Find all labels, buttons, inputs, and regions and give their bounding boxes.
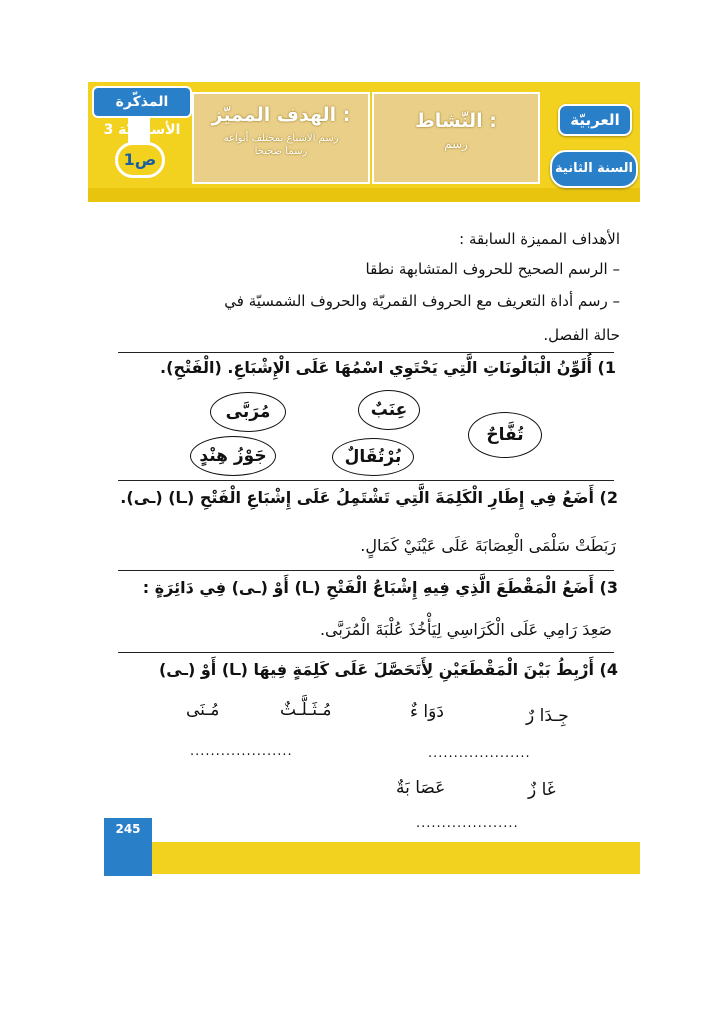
memo-badge: المذكّرة الأساسيّة 3 — [92, 86, 192, 118]
question-1: 1) أُلَوِّنُ الْبَالُونَاتِ الَّتِي يَحْتَوِي اسْمُهَا عَلَى الْإِشْبَاعِ. (الْفَتْحِ). — [160, 358, 616, 377]
activity-title: النّشاط : — [415, 110, 497, 132]
divider-line — [118, 480, 614, 481]
question-3-sentence: صَعِدَ رَامِي عَلَى الْكَرَاسِي لِيَأْخُذَ عُلْبَةَ الْمُرَبَّى. — [319, 620, 612, 639]
answer-dots-left[interactable]: .................... — [190, 744, 293, 759]
activity-value: رسم — [444, 137, 468, 151]
objective-item-1: – الرسم الصحيح للحروف المتشابهة نطقا — [365, 260, 620, 278]
header-band-shadow — [88, 188, 640, 202]
balloon-murabba[interactable] — [210, 392, 286, 432]
answer-dots-right[interactable]: .................... — [428, 746, 531, 761]
syllable-muna[interactable]: مُـنَى — [186, 700, 220, 720]
grade-pill: السنة الثانية — [550, 150, 638, 188]
objectives-heading: الأهداف المميزة السابقة : — [459, 230, 620, 248]
syllable-ghaz[interactable]: غَا زٌ — [528, 780, 556, 800]
balloon-burtuqal[interactable] — [332, 438, 414, 476]
subject-pill: العربيّة — [558, 104, 632, 136]
divider-line — [118, 652, 614, 653]
syllable-muthallath[interactable]: مُـثَـلَّـثٌ — [280, 700, 332, 720]
balloon-label: تُفَّاحٌ — [486, 425, 524, 445]
question-2-sentence: رَبَطَتْ سَلْمَى الْعِصَابَةَ عَلَى عَيْنَيْ كَمَالٍ. — [360, 536, 616, 555]
balloon-inab[interactable] — [358, 390, 420, 430]
answer-dots-bottom[interactable]: .................... — [416, 816, 519, 831]
activity-box — [372, 92, 540, 184]
question-2: 2) أَضَعُ فِي إِطَارِ الْكَلِمَةَ الَّتِي تَشْتَمِلُ عَلَى إِشْبَاعِ الْفَتْحِ (ـا) (ـى). — [120, 488, 618, 507]
question-4: 4) أَرْبِطُ بَيْنَ الْمَقْطَعَيْنِ لِأَتَحَصَّلَ عَلَى كَلِمَةٍ فِيهَا (ـا) أَوْ (ـى) — [158, 660, 618, 679]
balloon-label: بُرْتُقَالٌ — [344, 447, 402, 467]
page-number: 245 — [104, 818, 152, 876]
memo-number-circle: 1ص — [115, 142, 165, 178]
syllable-asabah[interactable]: عَصَا بَةٌ — [396, 778, 446, 798]
goal-box — [192, 92, 370, 184]
divider-line — [118, 352, 614, 353]
balloon-label: عِنَبٌ — [370, 400, 408, 420]
balloon-tuffah[interactable] — [468, 412, 542, 458]
objective-item-2: – رسم أداة التعريف مع الحروف القمريّة والحروف الشمسيّة في — [224, 292, 620, 310]
divider-line — [118, 570, 614, 571]
question-3: 3) أَضَعُ الْمَقْطَعَ الَّذِي فِيهِ إِشْبَاعُ الْفَتْحِ (ـا) أَوْ (ـى) فِي دَائِرَةٍ : — [142, 578, 618, 597]
goal-line-1: رسم الاشباع بمختلف أنواعه — [223, 133, 339, 144]
balloon-label: مُرَبَّى — [225, 402, 271, 422]
goal-title: الهدف المميّز : — [211, 104, 351, 126]
balloon-label: جَوْزُ هِنْدٍ — [199, 446, 267, 466]
balloon-jawz-hind[interactable] — [190, 436, 276, 476]
syllable-dawa[interactable]: دَوَا ءٌ — [410, 702, 444, 722]
objective-item-2-continued: حالة الفصل. — [543, 326, 620, 344]
footer-stripe — [152, 842, 640, 874]
goal-line-2: رسما صحيحا — [254, 146, 308, 157]
syllable-jidar[interactable]: جِـدَا رٌ — [526, 706, 569, 726]
